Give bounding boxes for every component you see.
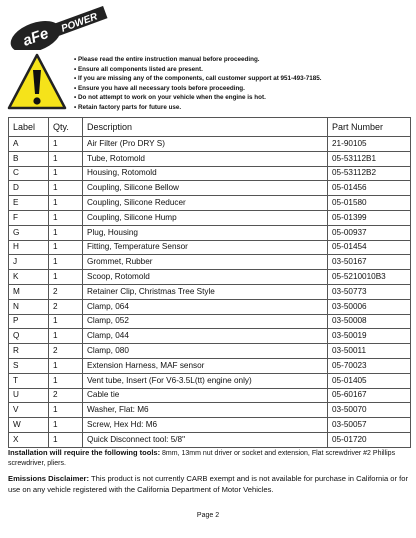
cell-description: Retainer Clip, Christmas Tree Style — [83, 284, 328, 299]
cell-qty: 2 — [49, 344, 83, 359]
cell-part-number: 03-50006 — [328, 299, 411, 314]
notice-item: • Ensure all components listed are present. — [74, 65, 203, 73]
cell-qty: 1 — [49, 314, 83, 329]
parts-table — [8, 117, 411, 448]
cell-description: Washer, Flat: M6 — [83, 403, 328, 418]
page-number: Page 2 — [196, 512, 220, 519]
cell-part-number: 03-50773 — [328, 284, 411, 299]
cell-qty: 1 — [49, 329, 83, 344]
notice-item: • If you are missing any of the components, call customer support at 951-493-7185. — [74, 75, 322, 82]
table-row — [9, 255, 411, 270]
cell-label: G — [9, 225, 49, 240]
parts-table-body — [9, 137, 411, 448]
cell-part-number: 05-01720 — [328, 432, 411, 447]
cell-label: Q — [9, 329, 49, 344]
cell-label: S — [9, 358, 49, 373]
logo-text-top: aFe — [20, 24, 51, 50]
cell-part-number: 05-53112B1 — [328, 151, 411, 166]
cell-qty: 1 — [49, 196, 83, 211]
column-header-description: Description — [83, 118, 328, 137]
cell-qty: 1 — [49, 373, 83, 388]
cell-label: U — [9, 388, 49, 403]
cell-part-number: 03-50008 — [328, 314, 411, 329]
cell-qty: 1 — [49, 432, 83, 447]
cell-qty: 2 — [49, 388, 83, 403]
install-label: Installation will require the following tools: — [8, 448, 161, 457]
cell-label: N — [9, 299, 49, 314]
table-row — [9, 299, 411, 314]
table-row — [9, 418, 411, 433]
cell-label: K — [9, 270, 49, 285]
cell-label: R — [9, 344, 49, 359]
cell-qty: 1 — [49, 358, 83, 373]
column-header-label: Label — [9, 118, 49, 137]
table-row — [9, 284, 411, 299]
install-text: 8mm, 13mm nut driver or socket and extension, Flat screwdriver #2 Phillips screwdriver, pliers. — [8, 450, 396, 467]
cell-description: Air Filter (Pro DRY S) — [83, 137, 328, 152]
cell-qty: 1 — [49, 166, 83, 181]
cell-description: Clamp, 080 — [83, 344, 328, 359]
logo-text-bottom: POWER — [59, 11, 100, 35]
cell-description: Tube, Rotomold — [83, 151, 328, 166]
cell-description: Clamp, 052 — [83, 314, 328, 329]
install-tools-note — [8, 448, 412, 469]
cell-label: E — [9, 196, 49, 211]
cell-part-number: 05-5210010B3 — [328, 270, 411, 285]
cell-description: Fitting, Temperature Sensor — [83, 240, 328, 255]
cell-label: V — [9, 403, 49, 418]
cell-qty: 1 — [49, 181, 83, 196]
table-row — [9, 403, 411, 418]
table-row — [9, 240, 411, 255]
cell-label: F — [9, 210, 49, 225]
cell-description: Quick Disconnect tool: 5/8" — [83, 432, 328, 447]
table-row — [9, 373, 411, 388]
cell-description: Screw, Hex Hd: M6 — [83, 418, 328, 433]
cell-label: M — [9, 284, 49, 299]
cell-part-number: 03-50070 — [328, 403, 411, 418]
cell-part-number: 03-50057 — [328, 418, 411, 433]
cell-label: H — [9, 240, 49, 255]
emissions-label: Emissions Disclaimer: — [8, 474, 90, 483]
cell-description: Scoop, Rotomold — [83, 270, 328, 285]
cell-part-number: 21-90105 — [328, 137, 411, 152]
table-row — [9, 388, 411, 403]
table-row — [9, 432, 411, 447]
cell-description: Clamp, 044 — [83, 329, 328, 344]
cell-qty: 1 — [49, 270, 83, 285]
cell-description: Cable tie — [83, 388, 328, 403]
warning-triangle-icon — [6, 52, 68, 112]
cell-description: Vent tube, Insert (For V6-3.5L(tt) engine only) — [83, 373, 328, 388]
cell-qty: 1 — [49, 137, 83, 152]
table-row — [9, 137, 411, 152]
table-row — [9, 329, 411, 344]
cell-qty: 1 — [49, 151, 83, 166]
cell-part-number: 05-53112B2 — [328, 166, 411, 181]
cell-part-number: 03-50019 — [328, 329, 411, 344]
cell-qty: 2 — [49, 299, 83, 314]
cell-description: Coupling, Silicone Reducer — [83, 196, 328, 211]
cell-part-number: 05-01454 — [328, 240, 411, 255]
column-header-qty: Qty. — [49, 118, 83, 137]
cell-part-number: 05-01399 — [328, 210, 411, 225]
cell-qty: 2 — [49, 284, 83, 299]
notice-item: • Please read the entire instruction manual before proceeding. — [74, 56, 260, 63]
table-row — [9, 166, 411, 181]
cell-part-number: 05-70023 — [328, 358, 411, 373]
cell-description: Extension Harness, MAF sensor — [83, 358, 328, 373]
cell-part-number: 05-01456 — [328, 181, 411, 196]
cell-part-number: 03-50167 — [328, 255, 411, 270]
cell-label: W — [9, 418, 49, 433]
cell-description: Grommet, Rubber — [83, 255, 328, 270]
emissions-text: This product is not currently CARB exempt and is not available for purchase in California or for use on any vehicle registered with the California Department of Motor Vehicles. — [8, 474, 408, 494]
table-row — [9, 270, 411, 285]
cell-label: T — [9, 373, 49, 388]
table-header-row — [9, 118, 411, 137]
cell-qty: 1 — [49, 210, 83, 225]
cell-label: B — [9, 151, 49, 166]
table-row — [9, 151, 411, 166]
cell-part-number: 03-50011 — [328, 344, 411, 359]
cell-description: Plug, Housing — [83, 225, 328, 240]
cell-description: Coupling, Silicone Bellow — [83, 181, 328, 196]
notice-item: • Do not attempt to work on your vehicle when the engine is hot. — [74, 94, 266, 101]
cell-part-number: 05-01405 — [328, 373, 411, 388]
safety-notices — [74, 55, 410, 112]
cell-qty: 1 — [49, 255, 83, 270]
table-row — [9, 210, 411, 225]
table-row — [9, 358, 411, 373]
column-header-part-number: Part Number — [328, 118, 411, 137]
notice-item: • Retain factory parts for future use. — [74, 103, 182, 111]
cell-part-number: 05-00937 — [328, 225, 411, 240]
cell-description: Housing, Rotomold — [83, 166, 328, 181]
afe-power-logo — [4, 6, 116, 50]
cell-label: P — [9, 314, 49, 329]
table-row — [9, 314, 411, 329]
cell-qty: 1 — [49, 418, 83, 433]
table-row — [9, 196, 411, 211]
notice-item: • Ensure you have all necessary tools before proceeding. — [74, 84, 245, 92]
cell-label: X — [9, 432, 49, 447]
table-row — [9, 225, 411, 240]
cell-label: A — [9, 137, 49, 152]
cell-label: D — [9, 181, 49, 196]
cell-label: J — [9, 255, 49, 270]
cell-part-number: 05-60167 — [328, 388, 411, 403]
cell-qty: 1 — [49, 240, 83, 255]
emissions-disclaimer — [8, 474, 412, 495]
cell-label: C — [9, 166, 49, 181]
cell-description: Clamp, 064 — [83, 299, 328, 314]
table-row — [9, 181, 411, 196]
cell-part-number: 05-01580 — [328, 196, 411, 211]
cell-qty: 1 — [49, 403, 83, 418]
cell-qty: 1 — [49, 225, 83, 240]
table-row — [9, 344, 411, 359]
cell-description: Coupling, Silicone Hump — [83, 210, 328, 225]
